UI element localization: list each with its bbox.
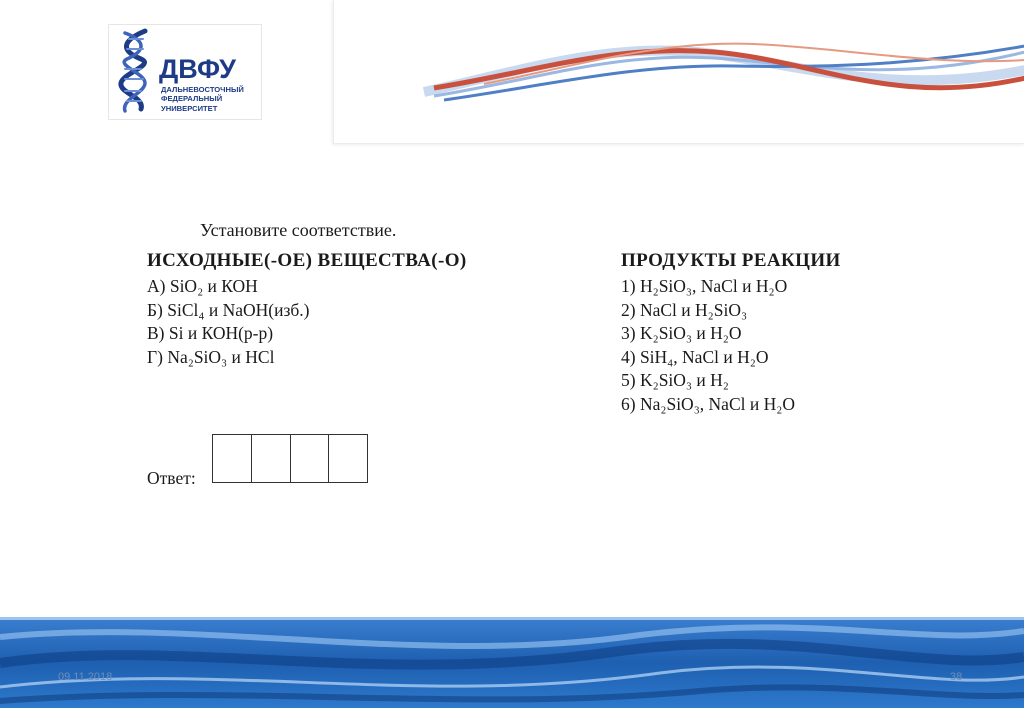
task-instruction: Установите соответствие. [200,220,397,240]
logo-subtitle: ДАЛЬНЕВОСТОЧНЫЙ ФЕДЕРАЛЬНЫЙ УНИВЕРСИТЕТ [161,85,244,113]
list-item: 4) SiH₄, NaCl и H₂O [621,346,769,367]
university-logo [108,24,262,120]
answer-grid [212,434,368,483]
answer-cell-b[interactable] [251,435,290,482]
products-heading: ПРОДУКТЫ РЕАКЦИИ [621,250,841,271]
list-item: В) Si и КОН(р-р) [147,323,274,343]
list-item: 2) NaCl и H₂SiO₃ [621,299,748,320]
products-list [621,275,795,416]
list-item: 6) Na₂SiO₃, NaCl и H₂O [621,393,795,414]
list-item: А) SiO₂ и КОН [147,276,258,296]
footer-wave-band [0,617,1024,708]
list-item: 3) K₂SiO₃ и H₂O [621,323,742,343]
logo-title: ДВФУ [159,54,236,84]
page-number: 38 [950,671,963,683]
header-wave-decoration [334,0,1024,143]
list-item: Б) SiCl₄ и NaOH(изб.) [147,299,310,320]
answer-cell-a[interactable] [213,435,251,482]
answer-cell-d[interactable] [328,435,367,482]
footer-date: 09.11.2018 [58,671,113,683]
reactants-list [147,275,310,369]
reactants-heading: ИСХОДНЫЕ(-ОЕ) ВЕЩЕСТВА(-О) [147,250,467,271]
answer-cell-c[interactable] [290,435,329,482]
list-item: 1) H₂SiO₃, NaCl и H₂O [621,276,788,296]
list-item: Г) Na₂SiO₃ и HCl [147,346,275,367]
list-item: 5) K₂SiO₃ и H₂ [621,370,729,390]
answer-label: Ответ: [147,468,196,488]
header-banner [333,0,1024,144]
dna-helix-icon [111,27,157,117]
